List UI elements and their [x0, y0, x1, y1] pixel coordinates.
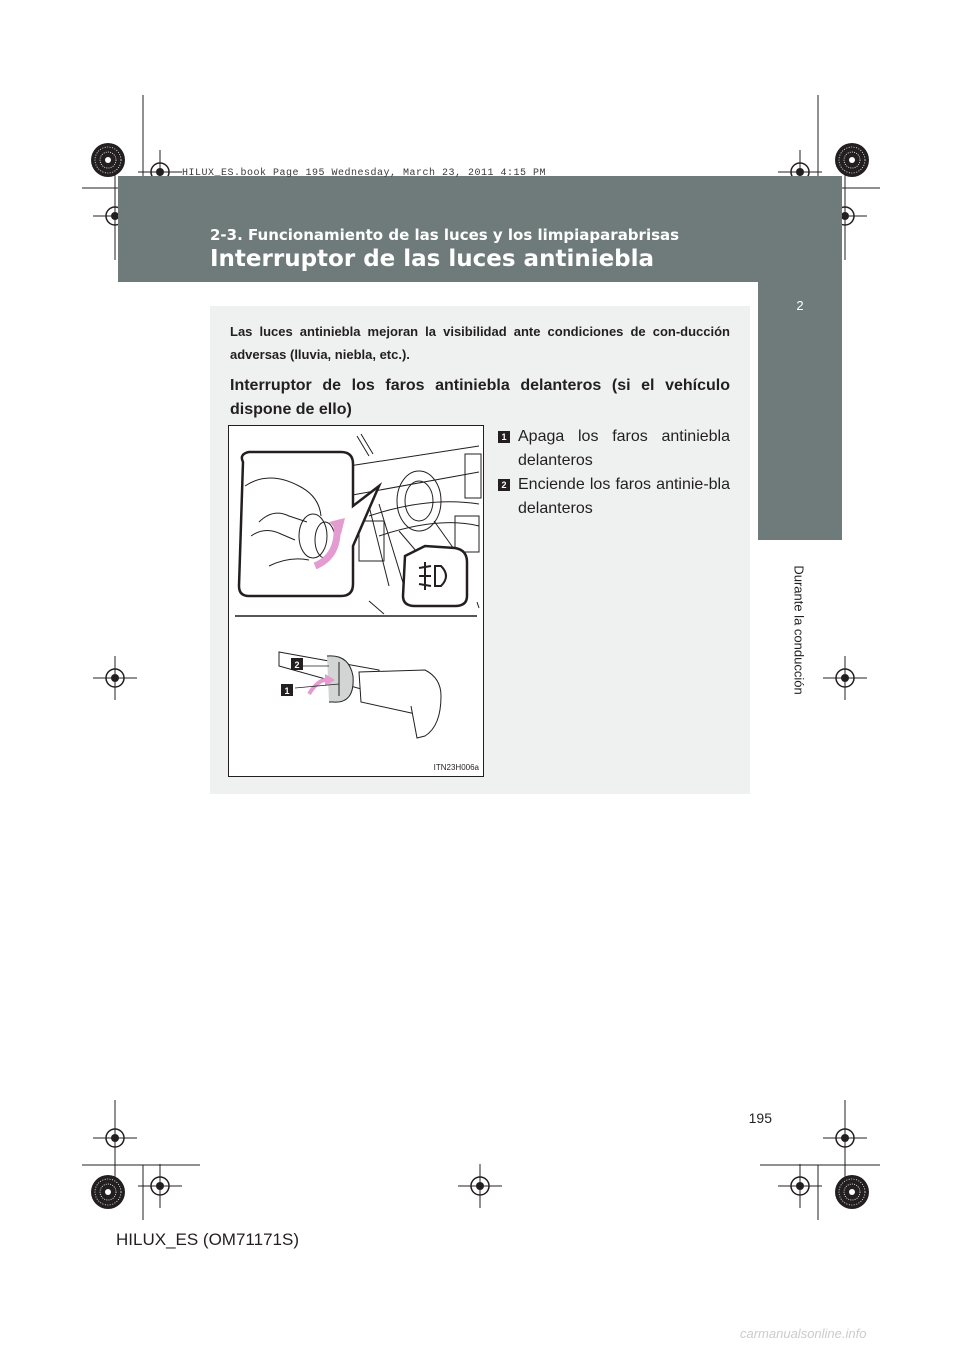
illustration-drawing [229, 426, 483, 776]
print-slug: HILUX_ES.book Page 195 Wednesday, March 23, 2011 4:15 PM [182, 168, 547, 179]
section-title: 2-3. Funcionamiento de las luces y los limpiaparabrisas [210, 226, 680, 244]
footer-model-code: HILUX_ES (OM71171S) [116, 1230, 299, 1249]
step-text: Apaga los faros antiniebla delanteros [518, 428, 730, 469]
figure-code: ITN23H006a [433, 763, 479, 772]
step-number-badge: 2 [498, 479, 510, 491]
step-number-badge: 1 [498, 431, 510, 443]
subheading: Interruptor de los faros antiniebla delanteros (si el vehículo dispone de ello) [230, 377, 730, 418]
page-number: 195 [748, 1110, 772, 1126]
callout-2: 2 [294, 660, 300, 670]
step-item [498, 425, 730, 473]
chapter-label-text: Durante la conducción [791, 565, 807, 695]
watermark: carmanualsonline.info [740, 1326, 867, 1341]
chapter-tab [758, 282, 842, 540]
step-text: Enciende los faros antinie-bla delanteros [518, 476, 730, 517]
callout-1: 1 [284, 686, 290, 696]
intro-paragraph: Las luces antiniebla mejoran la visibilidad ante condiciones de con-ducción adversas (lluvia, niebla, etc.). [230, 324, 730, 362]
step-item [498, 473, 730, 521]
page-title: Interruptor de las luces antiniebla [210, 246, 655, 272]
fog-light-switch-illustration [228, 425, 484, 777]
chapter-label [749, 560, 849, 700]
chapter-number: 2 [796, 298, 804, 313]
